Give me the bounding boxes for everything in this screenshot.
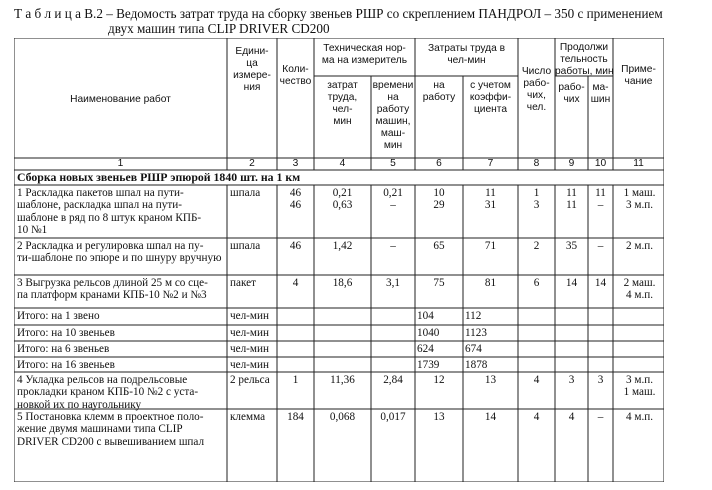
column-number: 9: [568, 158, 575, 169]
row-workers-line: 3: [533, 199, 540, 212]
row-cost-coef-line: 14: [484, 411, 497, 423]
total-cost-coef-line: 1878: [465, 359, 488, 371]
row-name-line: 4 Укладка рельсов на подрельсовые: [17, 374, 188, 386]
row-quantity: [277, 187, 314, 212]
total-cost-coef-line: 112: [465, 310, 482, 322]
header-name-line: Наименование работ: [70, 94, 171, 105]
total-cost-work: [417, 359, 465, 371]
row-name-line: жение двумя машинами типа CLIP: [17, 423, 183, 436]
row-quantity: [277, 411, 314, 423]
row-workers-line: 4: [533, 411, 540, 423]
row-name-line: шаблоне в ряд по 8 штук краном КПБ-: [17, 211, 202, 224]
header-cost: [415, 43, 518, 67]
header-norm-labor-line: чел-: [332, 104, 353, 115]
row-name: [17, 187, 226, 237]
header-duration-machine-line: ма-: [592, 82, 609, 93]
row-duration-machine: [588, 277, 613, 289]
row-unit-line: пакет: [230, 277, 256, 289]
total-name: [17, 327, 226, 339]
header-workers: [518, 66, 555, 114]
row-quantity-line: 1: [292, 374, 299, 386]
header-unit-line: Едини-: [235, 46, 269, 57]
row-unit-line: 2 рельса: [230, 374, 270, 386]
row-cost-coef-line: 81: [484, 277, 497, 289]
row-norm-machine: [371, 411, 415, 423]
header-duration-workers-line: рабо-: [558, 82, 585, 93]
row-workers-line: 1: [533, 187, 540, 199]
row-cost-work: [415, 187, 463, 212]
row-unit-line: шпала: [230, 187, 261, 199]
header-cost-work-line: на: [433, 80, 445, 91]
header-norm-line: Техническая нор-: [323, 43, 406, 54]
row-name-line: новкой их по наугольнику: [17, 398, 142, 411]
row-norm-machine-line: 0,017: [380, 411, 406, 423]
header-workers-line: чих,: [527, 90, 546, 101]
row-duration-workers-line: 3: [568, 374, 575, 386]
total-cost-coef: [465, 327, 517, 339]
row-quantity-line: 46: [289, 240, 302, 252]
row-note-line: 4 м.п.: [625, 411, 654, 423]
header-unit-line: измере-: [233, 70, 271, 81]
header-duration-line: Продолжи: [559, 42, 609, 53]
total-name-line: Итого: на 16 звеньев: [17, 359, 115, 371]
total-cost-work-line: 1739: [417, 359, 440, 371]
row-cost-work-line: 29: [433, 199, 445, 212]
row-name: [17, 240, 226, 265]
row-norm-labor-line: 11,36: [330, 374, 355, 386]
row-unit-line: клемма: [230, 411, 266, 423]
row-cost-coef-line: 13: [484, 374, 497, 386]
row-name-line: прокладки краном КПБ-10 №2 с уста-: [17, 386, 199, 399]
total-name-line: Итого: на 10 звеньев: [17, 327, 115, 339]
column-number: 2: [249, 158, 255, 169]
row-norm-machine-line: –: [390, 240, 396, 252]
row-name: [17, 374, 226, 411]
row-duration-workers-line: 35: [565, 240, 578, 252]
row-workers: [518, 240, 555, 252]
header-norm-machine-line: машин,: [375, 116, 411, 127]
row-norm-machine-line: 0,21: [383, 187, 403, 199]
header-name: [14, 94, 227, 106]
row-note: [615, 277, 664, 302]
row-name-line: 5 Постановка клемм в проектное поло-: [17, 411, 204, 423]
header-cost-line: Затраты труда в: [427, 43, 505, 54]
header-duration-workers: [555, 82, 588, 106]
row-cost-work: [415, 411, 463, 423]
row-duration-workers: [555, 240, 588, 252]
total-cost-work-line: 104: [417, 310, 434, 322]
row-name: [17, 411, 226, 448]
header-cost-work: [415, 80, 463, 104]
row-name-line: 1 Раскладка пакетов шпал на пути-: [17, 187, 184, 199]
row-workers: [518, 411, 555, 423]
header-unit-line: ния: [243, 82, 261, 93]
row-duration-workers-line: 4: [568, 411, 575, 423]
row-cost-coef: [463, 240, 518, 252]
total-name: [17, 343, 226, 355]
header-workers-line: Число: [521, 66, 552, 77]
row-name: [17, 277, 226, 302]
row-quantity-line: 4: [292, 277, 299, 289]
column-number: 5: [390, 158, 396, 169]
total-cost-work: [417, 310, 465, 322]
row-duration-machine-line: 3: [597, 374, 604, 386]
header-norm-machine-line: работу: [376, 104, 410, 115]
header-unit: [227, 46, 277, 94]
column-number: 6: [436, 158, 442, 169]
row-note: [615, 411, 664, 423]
row-cost-work: [415, 374, 463, 386]
total-cost-coef-line: 674: [465, 343, 482, 355]
row-norm-labor: [314, 374, 371, 386]
row-norm-machine: [371, 277, 415, 289]
header-norm-line: ма на измеритель: [321, 55, 408, 66]
column-number: 8: [533, 158, 540, 169]
row-norm-labor: [314, 277, 371, 289]
section-title-line: Сборка новых звеньев РШР эпюрой 1840 шт. на 1 км: [17, 170, 301, 184]
row-norm-machine-line: 3,1: [386, 277, 400, 289]
row-unit: [230, 187, 276, 199]
header-duration: [555, 42, 613, 78]
total-unit: [230, 359, 310, 371]
row-note-line: 1 маш.: [623, 187, 656, 199]
row-note-line: 1 маш.: [623, 386, 656, 399]
total-name-line: Итого: на 1 звено: [17, 310, 100, 322]
total-unit-line: чел-мин: [230, 310, 269, 322]
row-note-line: 4 м.п.: [625, 289, 654, 302]
header-norm-labor-line: затрат: [327, 80, 358, 91]
row-note: [615, 240, 664, 252]
row-quantity: [277, 240, 314, 252]
row-duration-workers-line: 11: [566, 199, 577, 212]
row-norm-machine-line: –: [390, 199, 396, 212]
row-norm-labor-line: 1,42: [332, 240, 353, 252]
section-title: [17, 171, 617, 183]
row-cost-work-line: 10: [433, 187, 445, 199]
row-workers-line: 2: [533, 240, 540, 252]
row-cost-coef: [463, 187, 518, 212]
caption-line-2: двух машин типа CLIP DRIVER CD200: [108, 21, 330, 36]
row-cost-work: [415, 240, 463, 252]
header-norm-labor-line: труда,: [327, 92, 358, 103]
total-unit-line: чел-мин: [230, 327, 269, 339]
total-cost-coef-line: 1123: [465, 327, 487, 339]
row-name-line: DRIVER CD200 с вывешиванием шпал: [17, 435, 205, 448]
row-duration-machine: [588, 240, 613, 252]
header-workers-line: чел.: [526, 102, 547, 113]
column-number: 10: [594, 158, 607, 169]
row-unit: [230, 277, 276, 289]
row-note: [615, 374, 664, 399]
header-cost-coef-line: коэффи-: [469, 92, 512, 103]
row-note-line: 3 м.п.: [625, 374, 654, 386]
header-norm-labor: [314, 80, 371, 128]
total-cost-coef: [465, 310, 517, 322]
header-cost-work-line: работу: [422, 92, 456, 103]
row-note-line: 3 м.п.: [625, 199, 654, 212]
row-cost-work-line: 12: [433, 374, 445, 386]
row-cost-coef-line: 31: [484, 199, 497, 212]
header-workers-line: рабо-: [523, 78, 550, 89]
total-unit: [230, 310, 310, 322]
row-norm-labor-line: 0,068: [329, 411, 356, 423]
row-duration-machine: [588, 411, 613, 423]
header-cost-coef: [463, 80, 518, 116]
row-workers: [518, 374, 555, 386]
row-norm-labor-line: 0,63: [332, 199, 353, 212]
row-norm-machine: [371, 374, 415, 386]
header-norm: [314, 43, 415, 67]
header-norm-machine-line: времени: [372, 80, 414, 91]
row-duration-machine: [588, 374, 613, 386]
row-norm-machine: [371, 240, 415, 252]
total-cost-work-line: 1040: [417, 327, 440, 339]
total-cost-work: [417, 327, 465, 339]
header-note: [613, 64, 664, 88]
total-name: [17, 359, 226, 371]
total-unit-line: чел-мин: [230, 359, 269, 371]
header-cost-coef-line: с учетом: [470, 80, 511, 91]
header-duration-machine-line: шин: [590, 94, 611, 105]
row-unit: [230, 411, 276, 423]
labor-cost-table: [14, 38, 664, 482]
header-quantity-line: чество: [279, 76, 312, 87]
header-norm-machine: [371, 80, 415, 152]
header-duration-line: работы, мин: [555, 66, 614, 77]
row-note: [615, 187, 664, 212]
row-quantity-line: 46: [289, 187, 302, 199]
row-unit: [230, 374, 276, 386]
row-norm-labor: [314, 240, 371, 252]
row-cost-coef: [463, 277, 518, 289]
row-cost-coef-line: 11: [485, 187, 496, 199]
row-name-line: 10 №1: [17, 224, 48, 237]
row-norm-machine: [371, 187, 415, 212]
row-name-line: шаблоне, раскладка шпал на пути-: [17, 199, 182, 212]
row-cost-work: [415, 277, 463, 289]
header-duration-machine: [588, 82, 613, 106]
header-norm-machine-line: на: [387, 92, 399, 103]
row-norm-labor-line: 18,6: [332, 277, 353, 289]
row-cost-work-line: 13: [433, 411, 445, 423]
row-duration-machine-line: –: [597, 240, 604, 252]
row-name-line: ти-шаблоне по эпюре и по шнуру вручную: [17, 252, 222, 265]
header-quantity: [277, 64, 314, 88]
header-quantity-line: Коли-: [282, 64, 309, 75]
header-norm-machine-line: мин: [383, 140, 403, 151]
row-unit: [230, 240, 276, 252]
row-unit-line: шпала: [230, 240, 261, 252]
header-duration-workers-line: чих: [563, 94, 580, 105]
row-duration-workers-line: 11: [566, 187, 577, 199]
header-duration-line: тельность: [560, 54, 608, 65]
header-note-line: Приме-: [621, 64, 656, 75]
header-cost-coef-line: циента: [473, 104, 508, 115]
header-norm-machine-line: маш-: [380, 128, 406, 139]
total-name-line: Итого: на 6 звеньев: [17, 343, 110, 355]
total-cost-work: [417, 343, 465, 355]
row-cost-coef: [463, 374, 518, 386]
total-unit-line: чел-мин: [230, 343, 269, 355]
row-duration-machine: [588, 187, 613, 212]
row-quantity-line: 184: [287, 411, 304, 423]
row-duration-workers: [555, 374, 588, 386]
header-unit-line: ца: [246, 58, 258, 69]
row-norm-labor-line: 0,21: [332, 187, 353, 199]
row-duration-machine-line: 14: [594, 277, 607, 289]
row-duration-machine-line: –: [597, 411, 604, 423]
row-workers-line: 4: [533, 374, 540, 386]
row-duration-workers: [555, 187, 588, 212]
total-cost-work-line: 624: [417, 343, 434, 355]
row-duration-machine-line: 11: [595, 187, 606, 199]
row-name-line: 2 Раскладка и регулировка шпал на пу-: [17, 240, 204, 252]
row-duration-machine-line: –: [597, 199, 604, 212]
total-cost-coef: [465, 343, 517, 355]
row-workers-line: 6: [533, 277, 540, 289]
row-quantity: [277, 277, 314, 289]
row-name-line: па платформ кранами КПБ-10 №2 и №3: [17, 289, 207, 302]
row-workers: [518, 277, 555, 289]
row-cost-coef: [463, 411, 518, 423]
header-norm-labor-line: мин: [333, 116, 352, 127]
total-unit: [230, 327, 310, 339]
row-note-line: 2 маш.: [623, 277, 656, 289]
caption-line-1: Т а б л и ц а В.2 – Ведомость затрат труда на сборку звеньев РШР со скреплением ПАНДРОЛ – 350 с применением: [14, 6, 663, 21]
row-norm-machine-line: 2,84: [383, 374, 403, 386]
row-duration-workers-line: 14: [565, 277, 578, 289]
column-number: 1: [117, 158, 124, 169]
row-workers: [518, 187, 555, 212]
table-caption: [14, 6, 704, 36]
column-number: 4: [339, 158, 346, 169]
header-note-line: чание: [624, 76, 653, 87]
header-cost-line: чел-мин: [447, 55, 486, 66]
row-norm-labor: [314, 187, 371, 212]
row-duration-workers: [555, 411, 588, 423]
total-name: [17, 310, 226, 322]
row-duration-workers: [555, 277, 588, 289]
row-cost-work-line: 65: [433, 240, 445, 252]
column-number: 11: [633, 158, 644, 169]
row-name-line: 3 Выгрузка рельсов длиной 25 м со сце-: [17, 277, 208, 289]
row-quantity: [277, 374, 314, 386]
total-unit: [230, 343, 310, 355]
row-cost-coef-line: 71: [484, 240, 497, 252]
total-cost-coef: [465, 359, 517, 371]
column-number: 7: [487, 158, 494, 169]
row-quantity-line: 46: [289, 199, 302, 212]
column-number: 3: [292, 158, 299, 169]
row-norm-labor: [314, 411, 371, 423]
row-cost-work-line: 75: [433, 277, 445, 289]
row-note-line: 2 м.п.: [625, 240, 654, 252]
